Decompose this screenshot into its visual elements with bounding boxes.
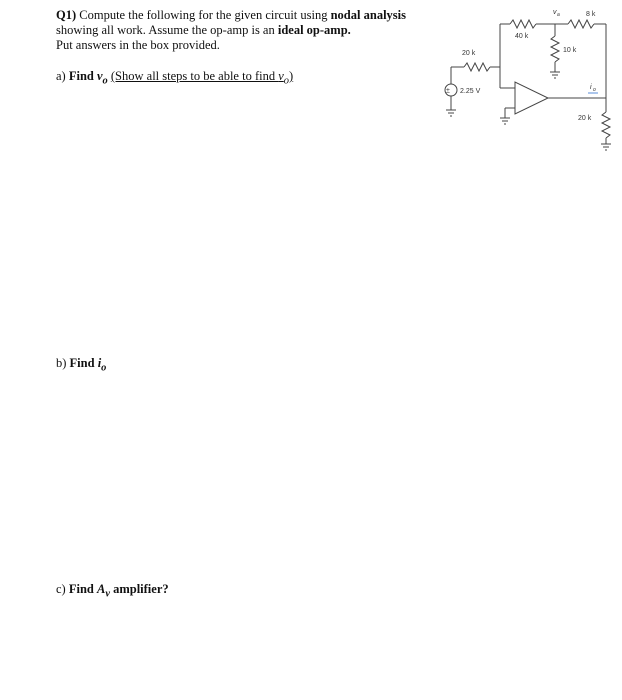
part-a-find: Find bbox=[68, 69, 97, 83]
part-b bbox=[56, 356, 106, 376]
part-c-variable: A bbox=[96, 582, 106, 596]
op-amp bbox=[515, 82, 548, 114]
part-a-note-subscript: o bbox=[283, 75, 289, 87]
r4-label: 8 k bbox=[586, 11, 596, 18]
r1-label: 20 k bbox=[462, 50, 476, 57]
part-c-find: Find bbox=[68, 582, 97, 596]
part-a bbox=[56, 69, 293, 89]
question-assumption: ideal op-amp. bbox=[277, 23, 351, 37]
node-label: v bbox=[553, 9, 557, 16]
question-line-3: Put answers in the box provided. bbox=[56, 38, 220, 52]
resistor-r1 bbox=[464, 63, 490, 71]
question-line-2-text: showing all work. Assume the op-amp is an bbox=[56, 23, 278, 37]
question-method: nodal analysis bbox=[330, 8, 406, 22]
part-b-variable: i bbox=[97, 356, 102, 370]
source-label: 2.25 V bbox=[460, 88, 481, 95]
part-b-find: Find bbox=[69, 356, 98, 370]
question-number: Q1) bbox=[56, 8, 77, 22]
svg-text:±: ± bbox=[446, 87, 450, 95]
circuit-diagram bbox=[440, 4, 622, 154]
part-c-label: c) bbox=[56, 582, 69, 596]
part-b-subscript: o bbox=[101, 362, 107, 374]
part-a-note bbox=[110, 69, 294, 87]
part-a-note-close: ) bbox=[288, 69, 294, 83]
r5-label: 20 k bbox=[578, 115, 592, 122]
part-a-subscript: o bbox=[102, 75, 108, 87]
question-text bbox=[56, 8, 436, 53]
part-a-note-text: (Show all steps to be able to find bbox=[110, 69, 279, 83]
r2-label: 40 k bbox=[515, 33, 529, 40]
resistor-r3 bbox=[551, 36, 559, 62]
question-line-1 bbox=[56, 8, 436, 23]
node-subscript: a bbox=[557, 12, 560, 18]
part-a-label: a) bbox=[56, 69, 69, 83]
question-line-2 bbox=[56, 23, 436, 38]
question-line-1-text: Compute the following for the given circuit using bbox=[76, 8, 331, 22]
part-c-subscript: v bbox=[105, 588, 110, 600]
resistor-r2 bbox=[510, 20, 536, 28]
part-c bbox=[56, 582, 169, 602]
part-a-note-variable: v bbox=[278, 69, 284, 83]
current-label: i bbox=[590, 84, 592, 91]
resistor-r4 bbox=[568, 20, 594, 28]
r3-label: 10 k bbox=[563, 47, 577, 54]
part-a-variable: v bbox=[96, 69, 103, 83]
current-subscript: o bbox=[593, 87, 596, 93]
part-c-suffix: amplifier? bbox=[109, 582, 169, 596]
part-b-label: b) bbox=[56, 356, 70, 370]
resistor-r5 bbox=[602, 112, 610, 138]
